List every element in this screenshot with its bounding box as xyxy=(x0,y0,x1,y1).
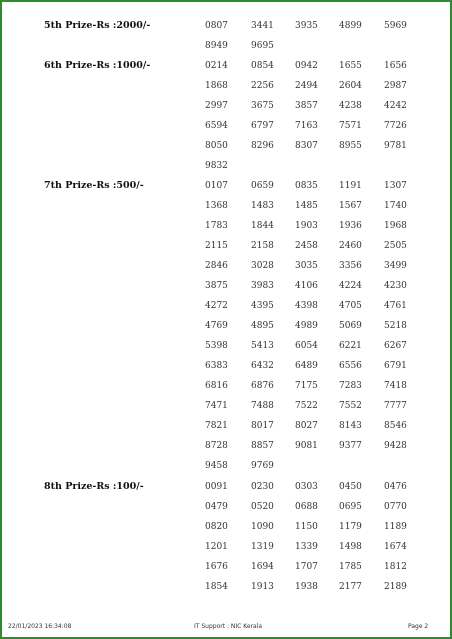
ticket-number: 2494 xyxy=(295,81,318,91)
ticket-number: 8307 xyxy=(295,141,318,151)
ticket-number: 1483 xyxy=(251,201,274,211)
footer-support: IT Support : NIC Kerala xyxy=(194,623,263,630)
ticket-number: 2460 xyxy=(339,241,362,251)
prize-heading: 5th Prize-Rs :2000/- xyxy=(44,20,151,31)
ticket-number: 1189 xyxy=(384,522,407,532)
prize-heading: 6th Prize-Rs :1000/- xyxy=(44,60,151,71)
ticket-number: 3028 xyxy=(251,261,274,271)
ticket-number: 8955 xyxy=(339,141,362,151)
footer-datetime: 22/01/2023 16:34:08 xyxy=(8,623,72,630)
ticket-number: 9769 xyxy=(251,461,274,471)
ticket-number: 1854 xyxy=(205,582,228,592)
ticket-number: 2158 xyxy=(251,241,274,251)
ticket-number: 2846 xyxy=(205,261,228,271)
ticket-number: 0520 xyxy=(251,502,274,512)
ticket-number: 4395 xyxy=(251,301,274,311)
ticket-number: 2189 xyxy=(384,582,407,592)
ticket-number: 1567 xyxy=(339,201,362,211)
ticket-number: 7522 xyxy=(295,401,318,411)
ticket-number: 1191 xyxy=(339,181,362,191)
ticket-number: 7726 xyxy=(384,121,407,131)
ticket-number: 8296 xyxy=(251,141,274,151)
ticket-number: 4899 xyxy=(339,21,362,31)
ticket-number: 7163 xyxy=(295,121,318,131)
ticket-number: 2505 xyxy=(384,241,407,251)
ticket-number: 3935 xyxy=(295,21,318,31)
ticket-number: 6556 xyxy=(339,361,362,371)
ticket-number: 9695 xyxy=(251,41,274,51)
ticket-number: 4769 xyxy=(205,321,228,331)
ticket-number: 0854 xyxy=(251,61,274,71)
ticket-number: 3441 xyxy=(251,21,274,31)
ticket-number: 1655 xyxy=(339,61,362,71)
ticket-number: 8050 xyxy=(205,141,228,151)
ticket-number: 1936 xyxy=(339,221,362,231)
ticket-number: 1179 xyxy=(339,522,362,532)
prize-heading: 8th Prize-Rs :100/- xyxy=(44,481,144,492)
ticket-number: 1656 xyxy=(384,61,407,71)
ticket-number: 7488 xyxy=(251,401,274,411)
ticket-number: 8017 xyxy=(251,421,274,431)
ticket-number: 4895 xyxy=(251,321,274,331)
ticket-number: 9458 xyxy=(205,461,228,471)
ticket-number: 0659 xyxy=(251,181,274,191)
ticket-number: 1485 xyxy=(295,201,318,211)
ticket-number: 6797 xyxy=(251,121,274,131)
ticket-number: 1812 xyxy=(384,562,407,572)
ticket-number: 7418 xyxy=(384,381,407,391)
ticket-number: 1938 xyxy=(295,582,318,592)
ticket-number: 5398 xyxy=(205,341,228,351)
ticket-number: 5413 xyxy=(251,341,274,351)
ticket-number: 2458 xyxy=(295,241,318,251)
ticket-number: 4989 xyxy=(295,321,318,331)
ticket-number: 6816 xyxy=(205,381,228,391)
ticket-number: 7552 xyxy=(339,401,362,411)
ticket-number: 6221 xyxy=(339,341,362,351)
prize-heading: 7th Prize-Rs :500/- xyxy=(44,180,144,191)
ticket-number: 1844 xyxy=(251,221,274,231)
ticket-number: 1783 xyxy=(205,221,228,231)
ticket-number: 8546 xyxy=(384,421,407,431)
ticket-number: 1150 xyxy=(295,522,318,532)
ticket-number: 1339 xyxy=(295,542,318,552)
ticket-number: 4705 xyxy=(339,301,362,311)
ticket-number: 6489 xyxy=(295,361,318,371)
ticket-number: 0688 xyxy=(295,502,318,512)
ticket-number: 7777 xyxy=(384,401,407,411)
ticket-number: 2177 xyxy=(339,582,362,592)
ticket-number: 1676 xyxy=(205,562,228,572)
ticket-number: 9781 xyxy=(384,141,407,151)
ticket-number: 4106 xyxy=(295,281,318,291)
ticket-number: 4224 xyxy=(339,281,362,291)
ticket-number: 0230 xyxy=(251,482,274,492)
ticket-number: 0476 xyxy=(384,482,407,492)
ticket-number: 0807 xyxy=(205,21,228,31)
ticket-number: 8857 xyxy=(251,441,274,451)
ticket-number: 6054 xyxy=(295,341,318,351)
ticket-number: 0479 xyxy=(205,502,228,512)
ticket-number: 2987 xyxy=(384,81,407,91)
ticket-number: 0303 xyxy=(295,482,318,492)
ticket-number: 4398 xyxy=(295,301,318,311)
ticket-number: 7175 xyxy=(295,381,318,391)
ticket-number: 1307 xyxy=(384,181,407,191)
ticket-number: 1707 xyxy=(295,562,318,572)
ticket-number: 4761 xyxy=(384,301,407,311)
ticket-number: 7283 xyxy=(339,381,362,391)
ticket-number: 0835 xyxy=(295,181,318,191)
ticket-number: 3857 xyxy=(295,101,318,111)
ticket-number: 2604 xyxy=(339,81,362,91)
ticket-number: 5218 xyxy=(384,321,407,331)
ticket-number: 8728 xyxy=(205,441,228,451)
ticket-number: 4242 xyxy=(384,101,407,111)
ticket-number: 1319 xyxy=(251,542,274,552)
ticket-number: 2997 xyxy=(205,101,228,111)
ticket-number: 2256 xyxy=(251,81,274,91)
ticket-number: 1740 xyxy=(384,201,407,211)
ticket-number: 8949 xyxy=(205,41,228,51)
ticket-number: 9081 xyxy=(295,441,318,451)
ticket-number: 1694 xyxy=(251,562,274,572)
ticket-number: 9428 xyxy=(384,441,407,451)
ticket-number: 0820 xyxy=(205,522,228,532)
ticket-number: 1090 xyxy=(251,522,274,532)
ticket-number: 7821 xyxy=(205,421,228,431)
ticket-number: 7471 xyxy=(205,401,228,411)
ticket-number: 1968 xyxy=(384,221,407,231)
ticket-number: 1868 xyxy=(205,81,228,91)
ticket-number: 3875 xyxy=(205,281,228,291)
ticket-number: 9377 xyxy=(339,441,362,451)
ticket-number: 6432 xyxy=(251,361,274,371)
ticket-number: 4238 xyxy=(339,101,362,111)
ticket-number: 5069 xyxy=(339,321,362,331)
ticket-number: 0770 xyxy=(384,502,407,512)
ticket-number: 6876 xyxy=(251,381,274,391)
ticket-number: 6594 xyxy=(205,121,228,131)
ticket-number: 0942 xyxy=(295,61,318,71)
ticket-number: 6383 xyxy=(205,361,228,371)
ticket-number: 4272 xyxy=(205,301,228,311)
ticket-number: 3356 xyxy=(339,261,362,271)
ticket-number: 3983 xyxy=(251,281,274,291)
ticket-number: 0214 xyxy=(205,61,228,71)
ticket-number: 4230 xyxy=(384,281,407,291)
ticket-number: 1674 xyxy=(384,542,407,552)
ticket-number: 7571 xyxy=(339,121,362,131)
ticket-number: 1913 xyxy=(251,582,274,592)
ticket-number: 1785 xyxy=(339,562,362,572)
ticket-number: 9832 xyxy=(205,161,228,171)
ticket-number: 1201 xyxy=(205,542,228,552)
ticket-number: 3035 xyxy=(295,261,318,271)
ticket-number: 1498 xyxy=(339,542,362,552)
ticket-number: 2115 xyxy=(205,241,228,251)
ticket-number: 0091 xyxy=(205,482,228,492)
ticket-number: 1903 xyxy=(295,221,318,231)
ticket-number: 0450 xyxy=(339,482,362,492)
ticket-number: 8027 xyxy=(295,421,318,431)
ticket-number: 8143 xyxy=(339,421,362,431)
ticket-number: 6267 xyxy=(384,341,407,351)
ticket-number: 5969 xyxy=(384,21,407,31)
ticket-number: 6791 xyxy=(384,361,407,371)
ticket-number: 3675 xyxy=(251,101,274,111)
footer-page-number: Page 2 xyxy=(408,623,429,630)
ticket-number: 0107 xyxy=(205,181,228,191)
ticket-number: 1368 xyxy=(205,201,228,211)
ticket-number: 3499 xyxy=(384,261,407,271)
ticket-number: 0695 xyxy=(339,502,362,512)
